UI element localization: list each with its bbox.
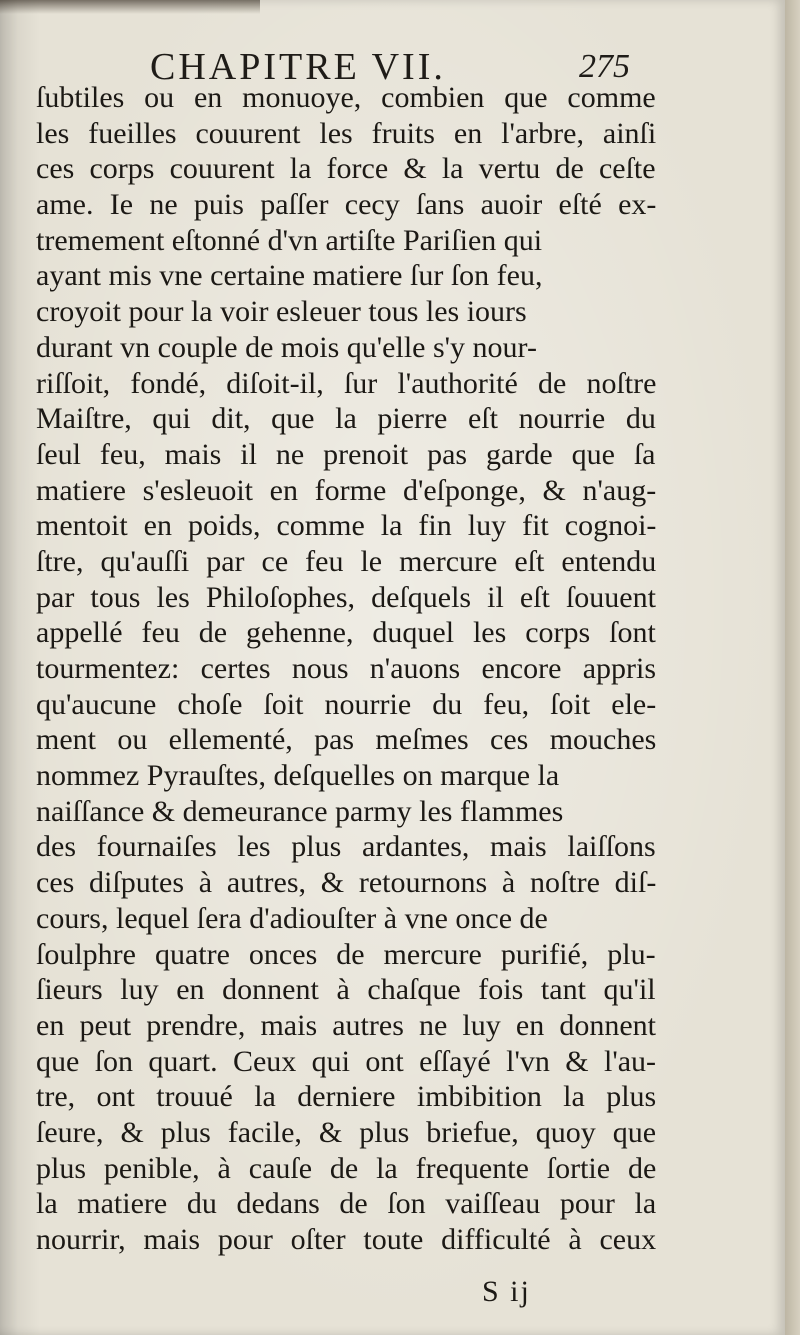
text-line: mentoit en poids, comme la fin luy fit cognoi- [36,509,657,543]
text-line: croyoit pour la voir esleuer tous les iours [36,295,527,329]
text-line: appellé feu de gehenne, duquel les corps ſont [36,616,656,650]
chapter-title: CHAPITRE VII. [150,46,446,88]
text-line: matiere s'esleuoit en forme d'eſponge, & n'aug- [36,473,657,507]
text-line: par tous les Philoſophes, deſquels il eſt ſouuent [36,580,656,614]
text-line: la matiere du dedans de ſon vaiſſeau pour la [36,1187,657,1221]
text-line: les fueilles couurent les fruits en l'arbre, ainſi [36,116,657,150]
text-line: nourrir, mais pour oſter toute difficulté à ceux [36,1223,657,1256]
text-line: cours, lequel ſera d'adiouſter à vne once de [36,901,548,935]
text-line: des fournaiſes les plus ardantes, mais laiſſons [36,830,656,864]
text-line: durant vn couple de mois qu'elle s'y nour- [36,330,537,364]
text-line: tourmentez: certes nous n'auons encore appris [36,652,657,685]
text-line: ſeure, & plus facile, & plus briefue, quoy que [36,1115,657,1149]
page-shadow [0,0,260,14]
text-line: nommez Pyrauſtes, deſquelles on marque la [36,759,560,793]
text-line: plus penible, à cauſe de la frequente ſortie de [36,1151,657,1185]
text-line: tremement eſtonné d'vn artiſte Pariſien qui [36,223,543,257]
text-line: ces diſputes à autres, & retournons à noſtre diſ- [36,866,657,900]
text-line: ſoulphre quatre onces de mercure purifié, plu- [36,937,656,971]
text-line: naiſſance & demeurance parmy les flammes [36,794,564,828]
text-line: Maiſtre, qui dit, que la pierre eſt nourrie du [36,402,656,436]
text-line: en peut prendre, mais autres ne luy en donnent [36,1008,656,1042]
page-number: 275 [579,48,630,85]
text-line: que ſon quart. Ceux qui ont eſſayé l'vn & l'au- [36,1044,657,1078]
signature-mark: S ij [482,1275,531,1308]
text-line: ſtre, qu'auſſi par ce feu le mercure eſt entendu [36,544,657,578]
text-line: ſubtiles ou en monuoye, combien que comme [36,81,656,114]
text-line: tre, ont trouué la derniere imbibition la plus [36,1080,657,1114]
page-edge [785,0,800,1335]
text-line: ſieurs luy en donnent à chaſque fois tant qu'il [36,973,656,1007]
text-line: riſſoit, fondé, diſoit-il, ſur l'authorité de noſtre [36,366,657,400]
text-line: ame. Ie ne puis paſſer cecy ſans auoir eſté ex- [36,188,657,222]
text-line: ſeul feu, mais il ne prenoit pas garde que ſa [36,437,656,471]
text-line: qu'aucune choſe ſoit nourrie du feu, ſoit ele- [36,687,657,721]
text-line: ment ou ellementé, pas meſmes ces mouches [36,723,657,757]
text-line: ces corps couurent la force & la vertu de ceſte [36,152,656,186]
text-line: ayant mis vne certaine matiere ſur ſon feu, [36,259,543,293]
body-text [36,80,656,1258]
